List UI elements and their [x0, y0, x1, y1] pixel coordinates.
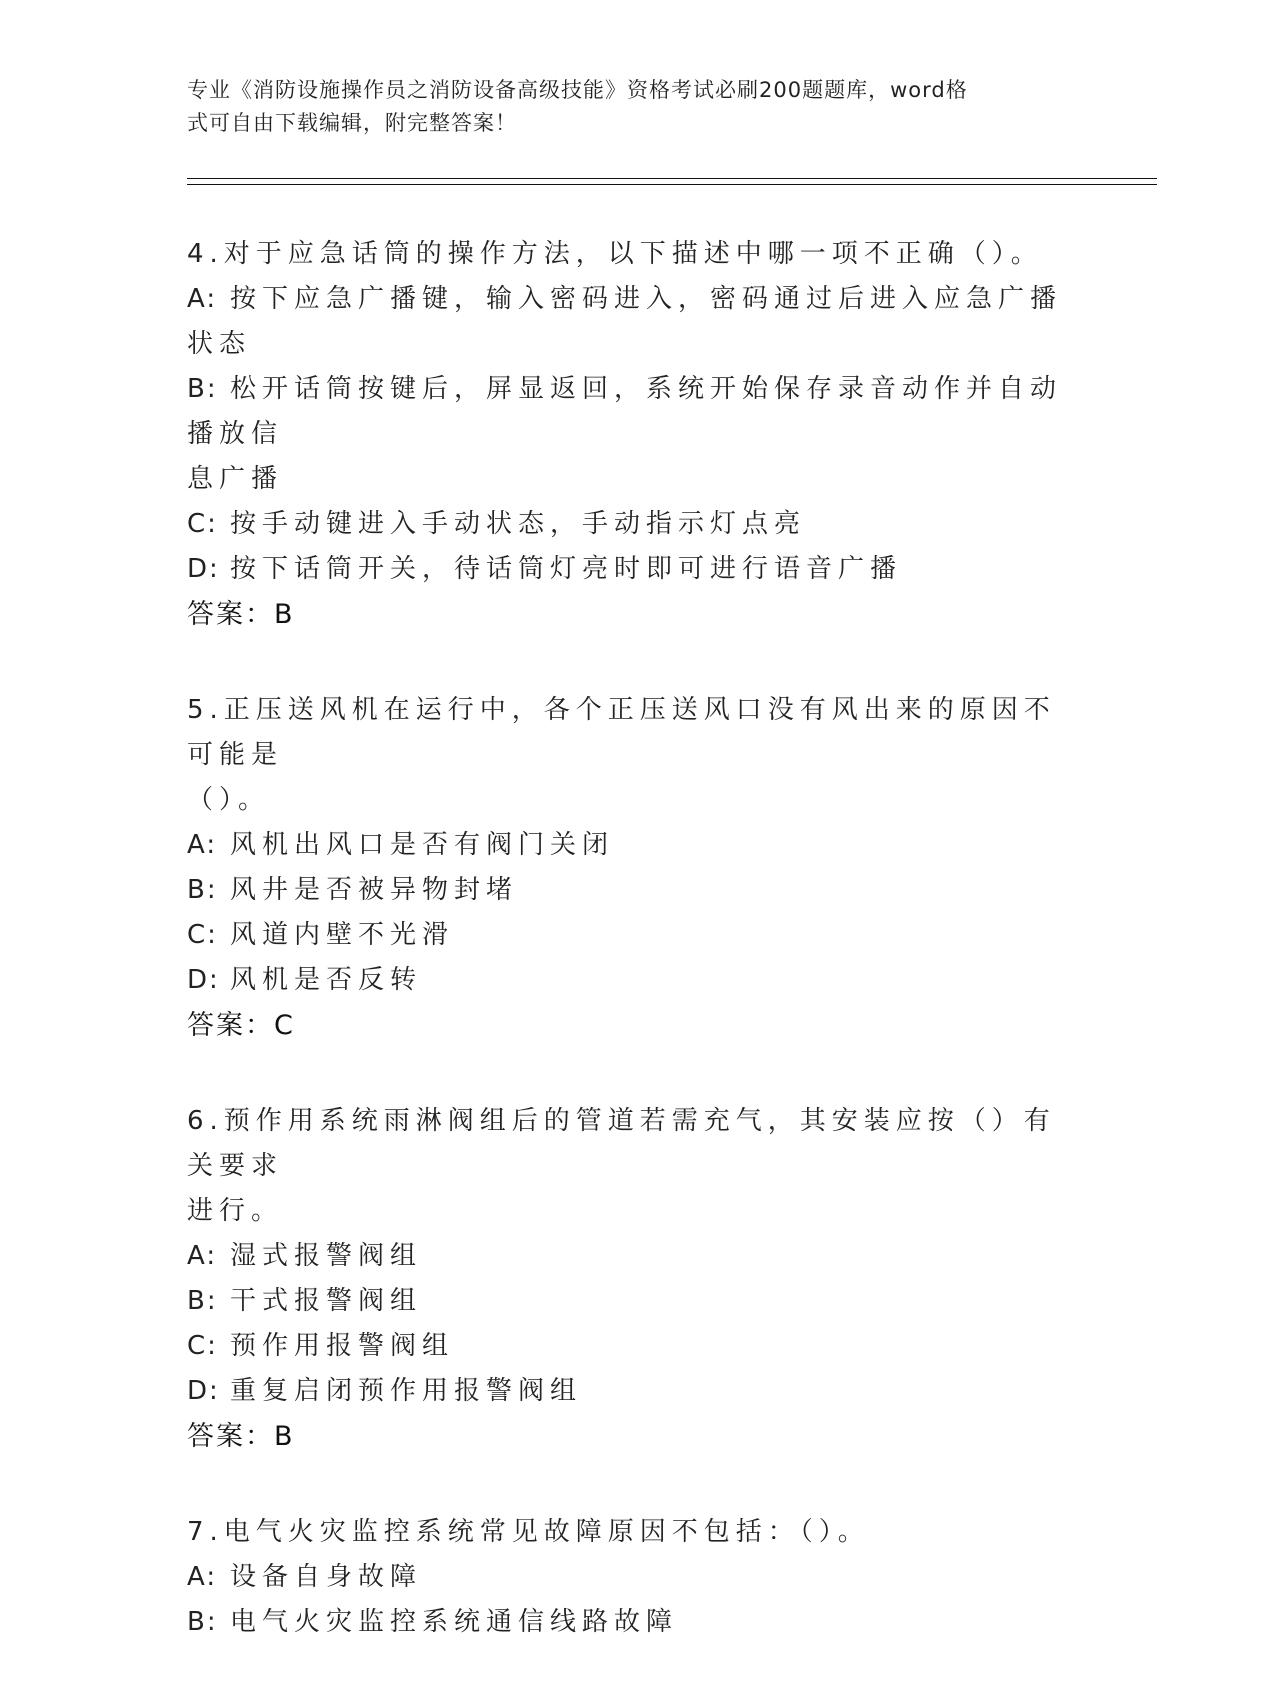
option-letter: B: [187, 1286, 218, 1316]
question-block [187, 688, 1087, 1048]
question-stem: 5.正压送风机在运行中，各个正压送风口没有风出来的原因不可能是 [187, 695, 1056, 770]
answer-option [187, 1369, 1087, 1414]
answer-key: 答案：B [187, 1421, 295, 1452]
answer-option [187, 1324, 1087, 1369]
option-letter: C: [187, 1331, 218, 1361]
answer-option [187, 1555, 1087, 1600]
option-letter: B: [187, 875, 218, 905]
answer-option [187, 547, 1087, 592]
option-text: 风道内壁不光滑 [230, 920, 455, 950]
option-letter: A: [187, 284, 218, 314]
question-stem: 进行。 [187, 1196, 284, 1226]
answer-option [187, 457, 1087, 502]
option-text: 风机出风口是否有阀门关闭 [230, 830, 615, 860]
answer-option [187, 913, 1087, 958]
option-text: 干式报警阀组 [230, 1286, 423, 1316]
answer-key: 答案：C [187, 1010, 295, 1041]
answer-option [187, 502, 1087, 547]
option-text: 按下话筒开关，待话筒灯亮时即可进行语音广播 [230, 554, 903, 584]
option-text: 预作用报警阀组 [230, 1331, 455, 1361]
option-letter: C: [187, 920, 218, 950]
header-line-1: 专业《消防设施操作员之消防设备高级技能》资格考试必刷200题题库，word格 [187, 78, 968, 102]
option-letter: D: [187, 1376, 220, 1406]
answer-key: 答案：B [187, 599, 295, 630]
option-letter: D: [187, 965, 220, 995]
document-header [187, 74, 1067, 140]
question-list [187, 232, 1087, 1696]
answer-option [187, 1234, 1087, 1279]
option-letter: B: [187, 1607, 218, 1637]
question-stem: 4.对于应急话筒的操作方法，以下描述中哪一项不正确（）。 [187, 239, 1043, 269]
option-text: 设备自身故障 [230, 1562, 423, 1592]
header-divider-bottom [187, 184, 1157, 185]
option-text: 电气火灾监控系统通信线路故障 [230, 1607, 679, 1637]
option-letter: A: [187, 1241, 218, 1271]
option-letter: A: [187, 1562, 218, 1592]
option-letter: B: [187, 374, 218, 404]
answer-option [187, 958, 1087, 1003]
question-block [187, 1510, 1087, 1645]
question-stem: 7.电气火灾监控系统常见故障原因不包括：（）。 [187, 1517, 870, 1547]
option-text: 湿式报警阀组 [230, 1241, 423, 1271]
option-text: 按手动键进入手动状态，手动指示灯点亮 [230, 509, 807, 539]
answer-option [187, 277, 1087, 367]
answer-option [187, 823, 1087, 868]
option-text: 重复启闭预作用报警阀组 [230, 1376, 583, 1406]
option-text: 息广播 [187, 464, 284, 494]
answer-option [187, 868, 1087, 913]
header-line-2: 式可自由下载编辑，附完整答案！ [187, 111, 517, 135]
option-text: 风井是否被异物封堵 [230, 875, 519, 905]
question-stem: 6.预作用系统雨淋阀组后的管道若需充气，其安装应按（）有关要求 [187, 1106, 1056, 1181]
option-text: 风机是否反转 [230, 965, 423, 995]
question-stem: （）。 [187, 785, 271, 815]
option-text: 按下应急广播键，输入密码进入，密码通过后进入应急广播状态 [187, 284, 1063, 359]
answer-option [187, 367, 1087, 457]
question-block [187, 232, 1087, 637]
answer-option [187, 1600, 1087, 1645]
answer-option [187, 1279, 1087, 1324]
header-divider-top [187, 178, 1157, 179]
option-text: 松开话筒按键后，屏显返回，系统开始保存录音动作并自动播放信 [187, 374, 1063, 449]
option-letter: A: [187, 830, 218, 860]
option-letter: C: [187, 509, 218, 539]
question-block [187, 1099, 1087, 1459]
option-letter: D: [187, 554, 220, 584]
